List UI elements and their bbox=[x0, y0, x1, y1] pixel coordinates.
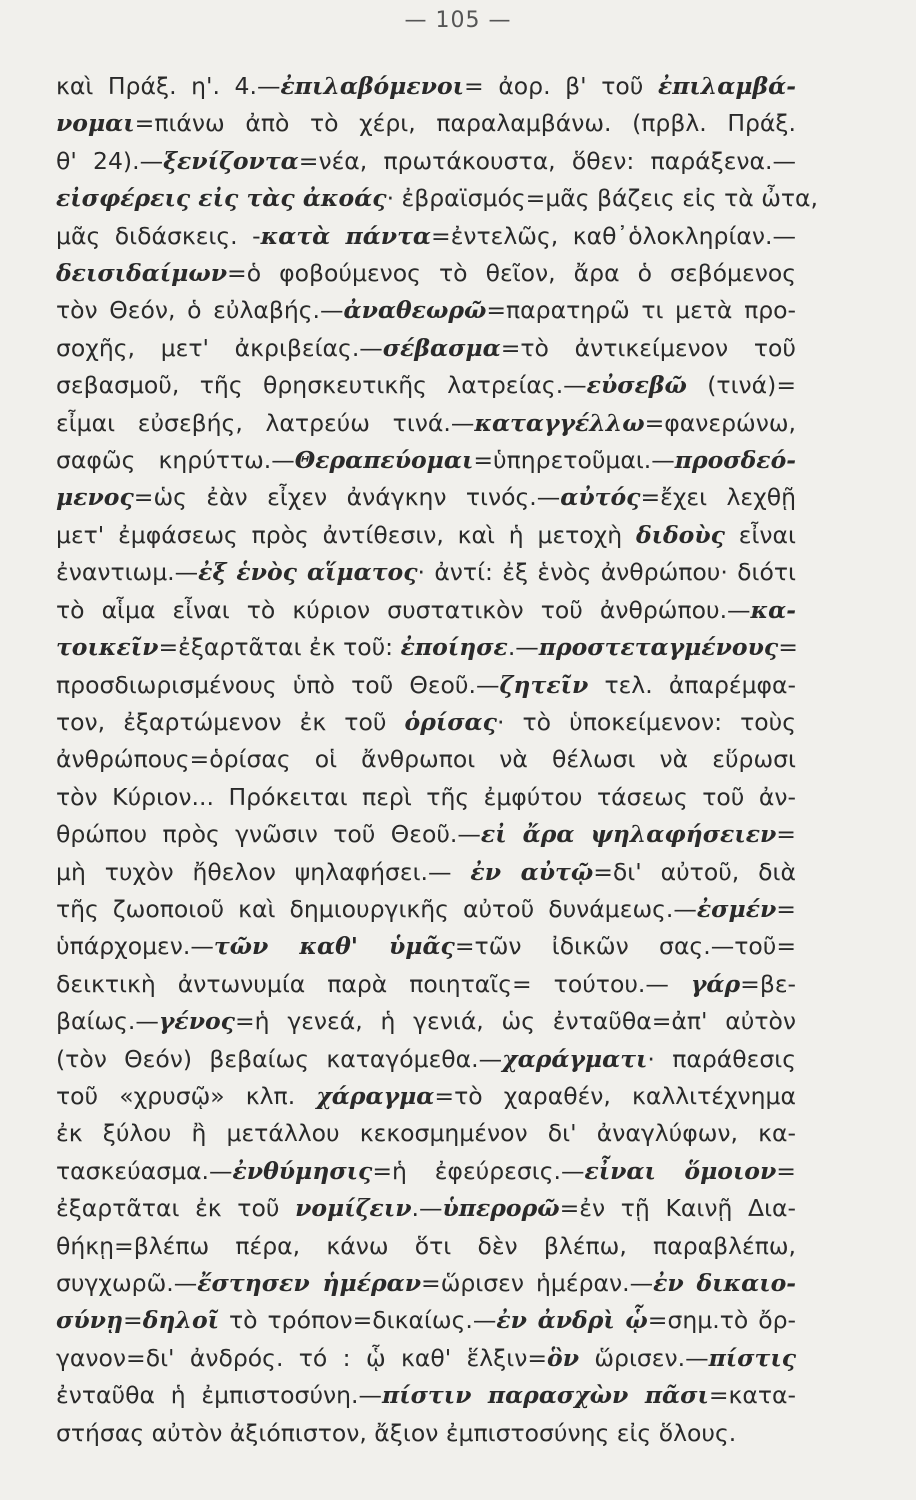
text-line: γανον=δι' ἀνδρός. τό : ᾧ καθ' ἕλξιν=ὃν ὥρισεν.—πίστις bbox=[56, 1343, 796, 1372]
text-line: μενος=ὡς ἐὰν εἶχεν ἀνάγκην τινός.—αὐτός=ἔχει λεχθῇ bbox=[56, 483, 796, 512]
text-line: ἐνταῦθα ἡ ἐμπιστοσύνη.—πίστιν παρασχὼν πᾶσι=κατα- bbox=[56, 1381, 796, 1410]
text-line: εἰσφέρεις εἰς τὰς ἀκοάς· ἐβραϊσμός=μᾶς βάζεις εἰς τὰ ὦτα, bbox=[56, 184, 819, 213]
text-line: (τὸν Θεόν) βεβαίως καταγόμεθα.—χαράγματι· παράθεσις bbox=[56, 1044, 796, 1073]
text-line: καὶ Πράξ. η'. 4.—ἐπιλαβόμενοι= ἀορ. β' τοῦ ἐπιλαμβά- bbox=[56, 72, 796, 100]
text-line: μᾶς διδάσκεις. -κατὰ πάντα=ἐντελῶς, καθ᾿ὁλοκληρίαν.— bbox=[56, 221, 796, 250]
text-line: δεικτικὴ ἀντωνυμία παρὰ ποιηταῖς= τούτου.— γάρ=βε- bbox=[56, 969, 796, 998]
text-line: δεισιδαίμων=ὁ φοβούμενος τὸ θεῖον, ἄρα ὁ σεβόμενος bbox=[56, 259, 796, 288]
text-line: ἐναντιωμ.—ἐξ ἑνὸς αἵματος· ἀντί: ἐξ ἑνὸς ἀνθρώπου· διότι bbox=[56, 558, 796, 587]
text-line: ὑπάρχομεν.—τῶν καθ' ὑμᾶς=τῶν ἰδικῶν σας.—τοῦ= bbox=[56, 932, 797, 961]
text-line: θρώπου πρὸς γνῶσιν τοῦ Θεοῦ.—εἰ ἄρα ψηλαφήσειεν= bbox=[56, 820, 796, 849]
text-line: ἐκ ξύλου ἢ μετάλλου κεκοσμημένον δι' ἀναγλύφων, κα- bbox=[56, 1119, 796, 1148]
text-line: θήκῃ=βλέπω πέρα, κάνω ὅτι δὲν βλέπω, παραβλέπω, bbox=[56, 1231, 796, 1260]
text-line: θ' 24).—ξενίζοντα=νέα, πρωτάκουστα, ὅθεν: παράξενα.— bbox=[56, 146, 796, 175]
text-line: σύνῃ=δηλοῖ τὸ τρόπον=δικαίως.—ἐν ἀνδρὶ ᾧ=σημ.τὸ ὄρ- bbox=[56, 1306, 796, 1335]
text-line: τῆς ζωοποιοῦ καὶ δημιουργικῆς αὐτοῦ δυνάμεως.—ἐσμέν= bbox=[56, 894, 796, 923]
text-line: τοικεῖν=ἐξαρτᾶται ἐκ τοῦ: ἐποίησε.—προστεταγμένους= bbox=[56, 633, 798, 662]
text-line: σαφῶς κηρύττω.—Θεραπεύομαι=ὑπηρετοῦμαι.—προσδεό- bbox=[56, 446, 796, 475]
text-line: μετ' ἐμφάσεως πρὸς ἀντίθεσιν, καὶ ἡ μετοχὴ διδοὺς εἶναι bbox=[56, 520, 797, 549]
text-line: τον, ἐξαρτώμενον ἐκ τοῦ ὁρίσας· τὸ ὑποκείμενον: τοὺς bbox=[56, 707, 797, 736]
text-line: σοχῆς, μετ' ἀκριβείας.—σέβασμα=τὸ ἀντικείμενον τοῦ bbox=[56, 333, 796, 362]
text-line: τὸν Θεόν, ὁ εὐλαβής.—ἀναθεωρῶ=παρατηρῶ τι μετὰ προ- bbox=[56, 296, 796, 325]
text-line: ἀνθρώπους=ὁρίσας οἱ ἄνθρωποι νὰ θέλωσι νὰ εὕρωσι bbox=[56, 745, 796, 774]
text-line: προσδιωρισμένους ὑπὸ τοῦ Θεοῦ.—ζητεῖν τελ. ἀπαρέμφα- bbox=[56, 670, 797, 699]
text-line: ἐξαρτᾶται ἐκ τοῦ νομίζειν.—ὑπερορῶ=ἐν τῇ Καινῇ Δια- bbox=[56, 1194, 796, 1223]
text-line: συγχωρῶ.—ἔστησεν ἡμέραν=ὥρισεν ἡμέραν.—ἐν δικαιο- bbox=[56, 1269, 796, 1297]
text-line: βαίως.—γένος=ἡ γενεά, ἡ γενιά, ὡς ἐνταῦθα=ἀπ' αὐτὸν bbox=[56, 1007, 796, 1036]
text-line: σεβασμοῦ, τῆς θρησκευτικῆς λατρείας.—εὐσεβῶ (τινά)= bbox=[56, 371, 797, 400]
text-line: μὴ τυχὸν ἤθελον ψηλαφήσει.— ἐν αὐτῷ=δι' αὐτοῦ, διὰ bbox=[56, 857, 796, 886]
page-number: — 105 — bbox=[404, 8, 512, 33]
text-line: τὸ αἷμα εἶναι τὸ κύριον συστατικὸν τοῦ ἀνθρώπου.—κα- bbox=[56, 595, 796, 624]
text-line: τασκεύασμα.—ἐνθύμησις=ἡ ἐφεύρεσις.—εἶναι ὅμοιον= bbox=[56, 1156, 796, 1185]
text-line: τὸν Κύριον... Πρόκειται περὶ τῆς ἐμφύτου τάσεως τοῦ ἀν- bbox=[56, 782, 796, 811]
text-line: στήσας αὐτὸν ἀξιόπιστον, ἄξιον ἐμπιστοσύνης εἰς ὅλους. bbox=[56, 1418, 737, 1447]
text-line: εἶμαι εὐσεβής, λατρεύω τινά.—καταγγέλλω=φανερώνω, bbox=[56, 408, 796, 437]
text-line: νομαι=πιάνω ἀπὸ τὸ χέρι, παραλαμβάνω. (πρβλ. Πράξ. bbox=[56, 109, 796, 138]
text-line: τοῦ «χρυσῷ» κλπ. χάραγμα=τὸ χαραθέν, καλλιτέχνημα bbox=[56, 1081, 796, 1110]
commentary-text bbox=[56, 68, 819, 1452]
